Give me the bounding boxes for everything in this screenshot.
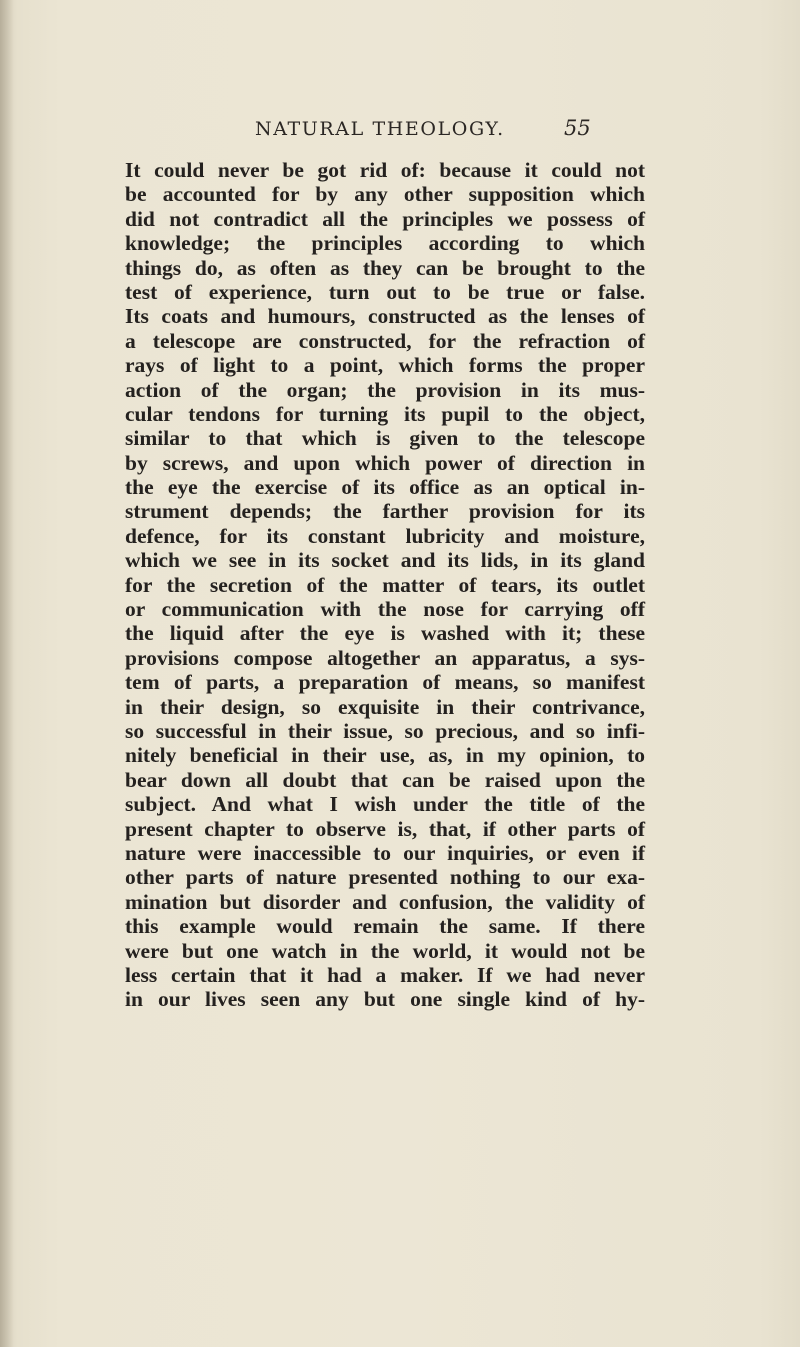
- text-line: nitely beneficial in their use, as, in my opinion, to: [125, 743, 645, 768]
- text-line: cular tendons for turning its pupil to the object,: [125, 401, 645, 426]
- text-line: present chapter to observe is, that, if other parts of: [125, 816, 645, 841]
- text-line: test of experience, turn out to be true or false.: [125, 279, 645, 304]
- text-line: in their design, so exquisite in their contrivance,: [125, 694, 645, 719]
- text-line: a telescope are constructed, for the refraction of: [125, 328, 645, 353]
- text-line: the liquid after the eye is washed with it; these: [125, 621, 645, 646]
- text-line: bear down all doubt that can be raised upon the: [125, 767, 645, 792]
- text-line: defence, for its constant lubricity and moisture,: [125, 523, 645, 548]
- text-line: rays of light to a point, which forms the proper: [125, 353, 645, 378]
- text-line: things do, as often as they can be brought to the: [125, 255, 645, 280]
- text-line: for the secretion of the matter of tears, its outlet: [125, 572, 645, 597]
- text-line: which we see in its socket and its lids, in its gland: [125, 548, 645, 573]
- text-line: Its coats and humours, constructed as the lenses of: [125, 304, 645, 329]
- running-title: NATURAL THEOLOGY.: [255, 118, 505, 140]
- text-line: action of the organ; the provision in its mus-: [125, 377, 645, 402]
- text-line: or communication with the nose for carrying off: [125, 597, 645, 622]
- text-line: other parts of nature presented nothing to our exa-: [125, 865, 645, 890]
- page-gutter-shadow: [0, 0, 14, 1347]
- text-line: tem of parts, a preparation of means, so manifest: [125, 670, 645, 695]
- text-line: knowledge; the principles according to which: [125, 231, 645, 256]
- text-line: the eye the exercise of its office as an optical in-: [125, 475, 645, 500]
- text-line: so successful in their issue, so precious, and so infi-: [125, 718, 645, 743]
- text-line: mination but disorder and confusion, the validity of: [125, 889, 645, 914]
- text-line: similar to that which is given to the telescope: [125, 426, 645, 451]
- text-line: less certain that it had a maker. If we had never: [125, 962, 645, 987]
- text-line: in our lives seen any but one single kind of hy-: [125, 987, 645, 1012]
- text-line: provisions compose altogether an apparatus, a sys-: [125, 645, 645, 670]
- text-line: It could never be got rid of: because it could not: [125, 158, 645, 182]
- page-number: 55: [564, 116, 591, 140]
- text-line: subject. And what I wish under the title of the: [125, 792, 645, 817]
- text-line: be accounted for by any other supposition which: [125, 182, 645, 207]
- text-line: did not contradict all the principles we possess of: [125, 206, 645, 231]
- text-line: strument depends; the farther provision for its: [125, 499, 645, 524]
- page-header: [0, 112, 800, 146]
- text-line: by screws, and upon which power of direction in: [125, 450, 645, 475]
- body-paragraph: [125, 158, 645, 1012]
- text-line: were but one watch in the world, it would not be: [125, 938, 645, 963]
- text-line: nature were inaccessible to our inquiries, or even if: [125, 840, 645, 865]
- text-line: this example would remain the same. If there: [125, 914, 645, 939]
